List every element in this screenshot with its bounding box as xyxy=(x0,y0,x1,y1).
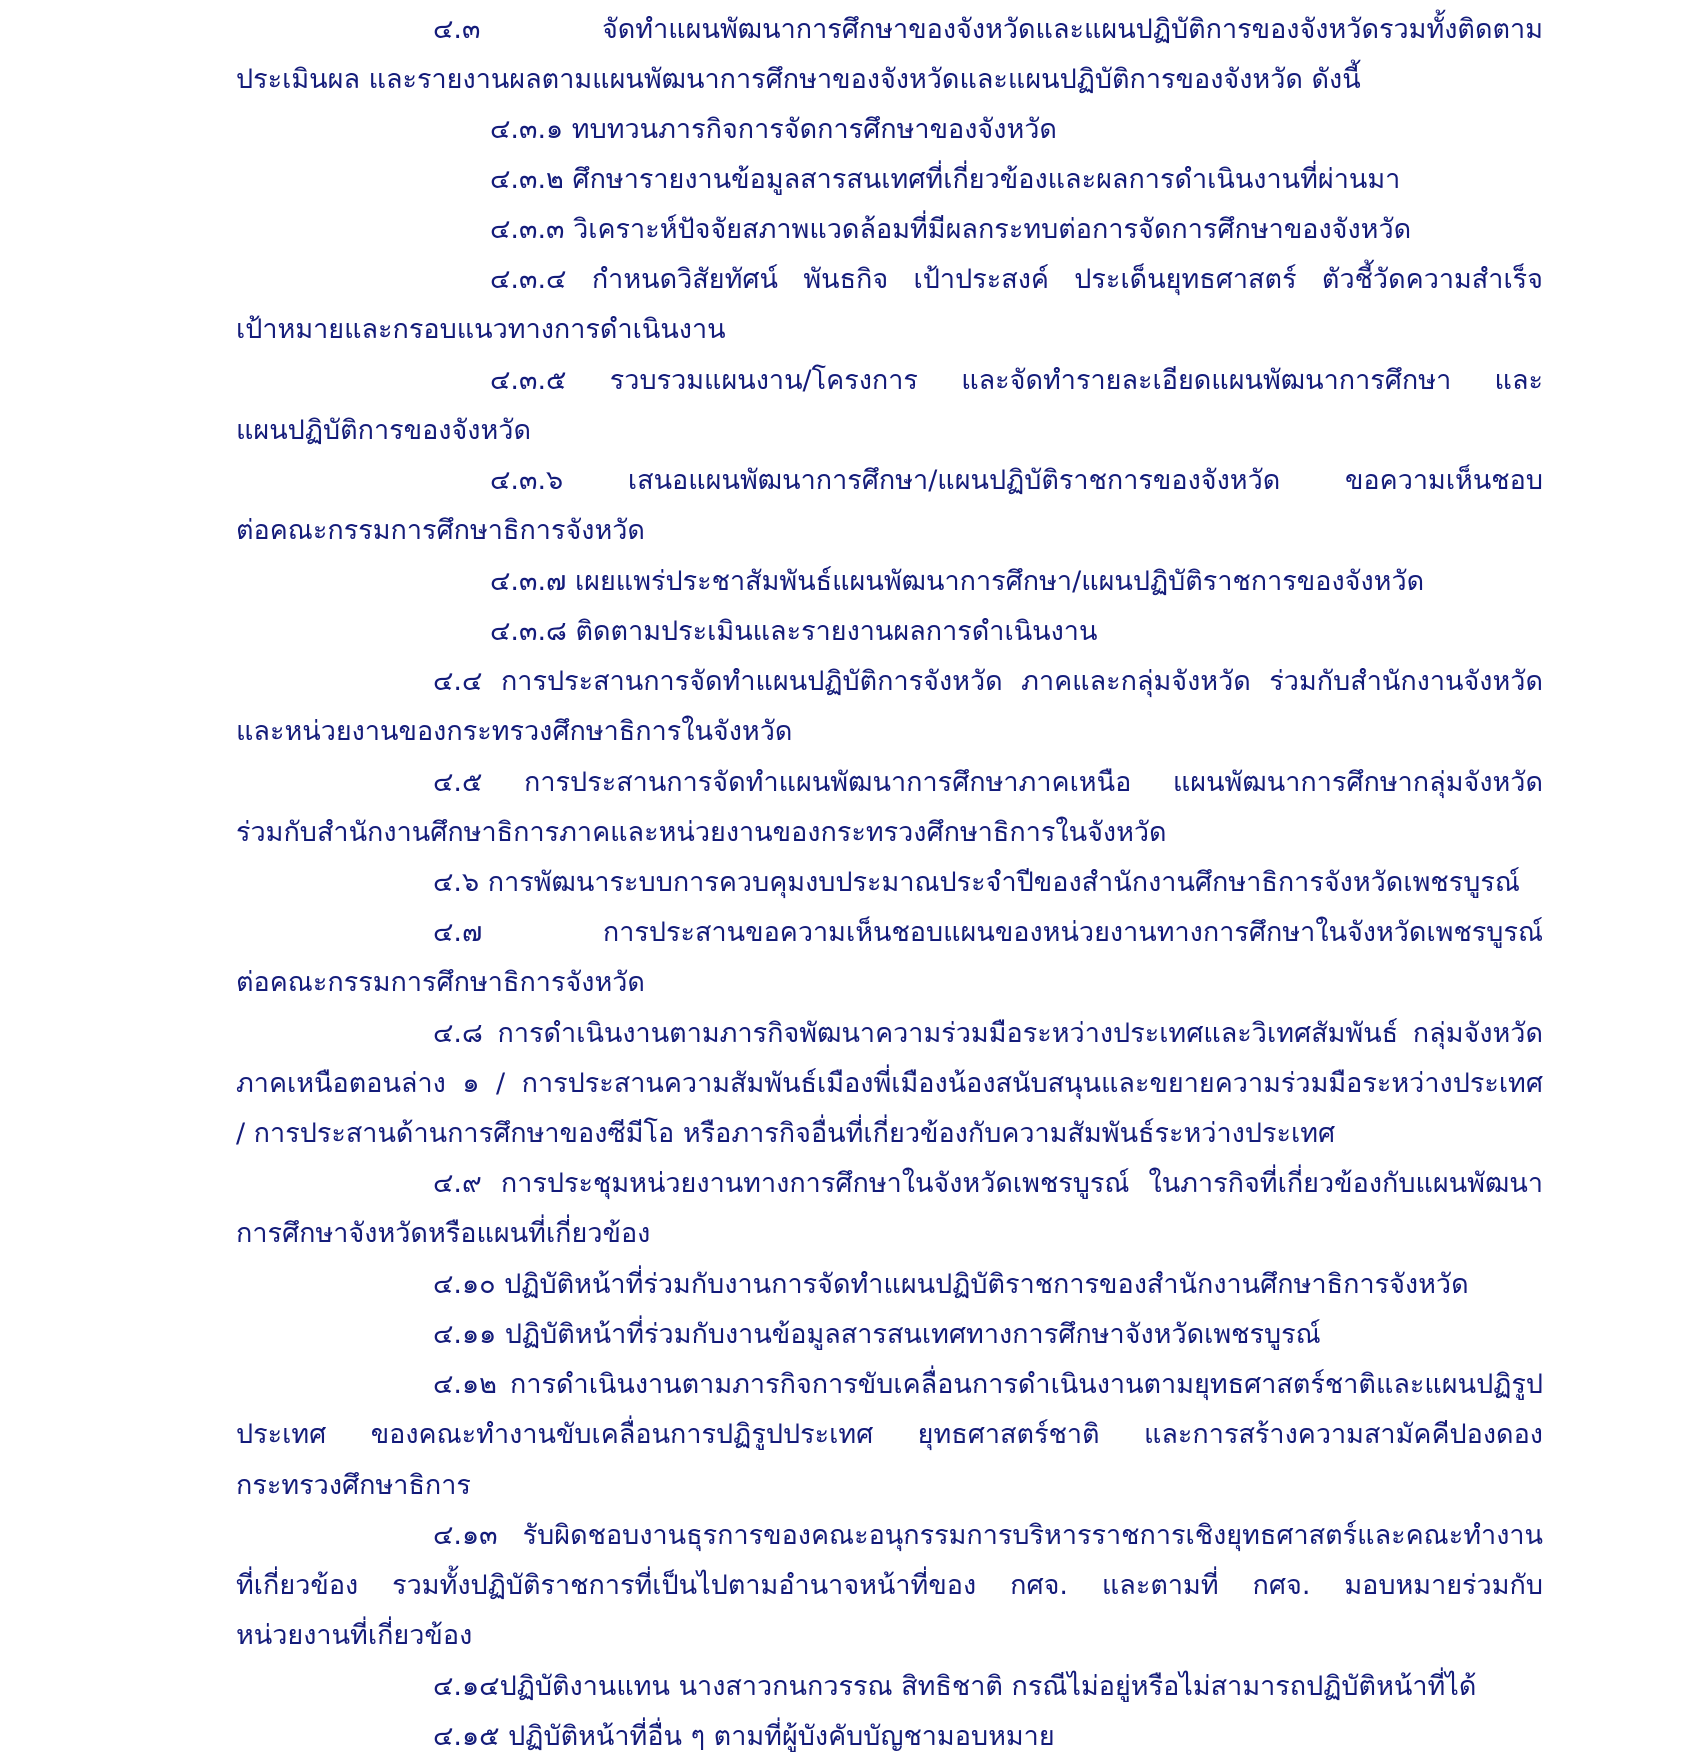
item-4-3-3: ๔.๓.๓ วิเคราะห์ปัจจัยสภาพแวดล้อมที่มีผลกระทบต่อการจัดการศึกษาของจังหวัด xyxy=(490,214,1412,245)
paragraph-4-5-line-2: ร่วมกับสำนักงานศึกษาธิการภาคและหน่วยงานของกระทรวงศึกษาธิการในจังหวัด xyxy=(236,817,1167,848)
item-4-3-7: ๔.๓.๗ เผยแพร่ประชาสัมพันธ์แผนพัฒนาการศึกษา/แผนปฏิบัติราชการของจังหวัด xyxy=(490,566,1425,597)
paragraph-4-4-line-1: ๔.๔ การประสานการจัดทำแผนปฏิบัติการจังหวัด ภาคและกลุ่มจังหวัด ร่วมกับสำนักงานจังหวัด xyxy=(433,666,1543,697)
paragraph-4-10: ๔.๑๐ ปฏิบัติหน้าที่ร่วมกับงานการจัดทำแผนปฏิบัติราชการของสำนักงานศึกษาธิการจังหวัด xyxy=(433,1269,1469,1300)
paragraph-4-12-line-3: กระทรวงศึกษาธิการ xyxy=(236,1470,471,1501)
paragraph-4-5-line-1: ๔.๕ การประสานการจัดทำแผนพัฒนาการศึกษาภาคเหนือ แผนพัฒนาการศึกษากลุ่มจังหวัด xyxy=(433,767,1543,798)
paragraph-4-13-line-1: ๔.๑๓ รับผิดชอบงานธุรการของคณะอนุกรรมการบริหารราชการเชิงยุทธศาสตร์และคณะทำงาน xyxy=(433,1520,1543,1551)
paragraph-4-13-line-2: ที่เกี่ยวข้อง รวมทั้งปฏิบัติราชการที่เป็นไปตามอำนาจหน้าที่ของ กศจ. และตามที่ กศจ. มอบหมายร่วมกับ xyxy=(236,1570,1543,1601)
paragraph-4-8-line-1: ๔.๘ การดำเนินงานตามภารกิจพัฒนาความร่วมมือระหว่างประเทศและวิเทศสัมพันธ์ กลุ่มจังหวัด xyxy=(433,1018,1543,1049)
paragraph-4-9-line-2: การศึกษาจังหวัดหรือแผนที่เกี่ยวข้อง xyxy=(236,1218,651,1249)
paragraph-4-9-line-1: ๔.๙ การประชุมหน่วยงานทางการศึกษาในจังหวัดเพชรบูรณ์ ในภารกิจที่เกี่ยวข้องกับแผนพัฒนา xyxy=(433,1168,1543,1199)
paragraph-4-12-line-2: ประเทศ ของคณะทำงานขับเคลื่อนการปฏิรูปประเทศ ยุทธศาสตร์ชาติ และการสร้างความสามัคคีปองดอง xyxy=(236,1419,1543,1450)
paragraph-4-3-line-1: ๔.๓ จัดทำแผนพัฒนาการศึกษาของจังหวัดและแผนปฏิบัติการของจังหวัดรวมทั้งติดตาม xyxy=(433,14,1543,45)
item-4-3-5-line-2: แผนปฏิบัติการของจังหวัด xyxy=(236,415,531,446)
paragraph-4-6: ๔.๖ การพัฒนาระบบการควบคุมงบประมาณประจำปีของสำนักงานศึกษาธิการจังหวัดเพชรบูรณ์ xyxy=(433,867,1520,898)
item-4-3-5-line-1: ๔.๓.๕ รวบรวมแผนงาน/โครงการ และจัดทำรายละเอียดแผนพัฒนาการศึกษา และ xyxy=(490,365,1543,396)
paragraph-4-11: ๔.๑๑ ปฏิบัติหน้าที่ร่วมกับงานข้อมูลสารสนเทศทางการศึกษาจังหวัดเพชรบูรณ์ xyxy=(433,1319,1321,1350)
item-4-3-4-line-1: ๔.๓.๔ กำหนดวิสัยทัศน์ พันธกิจ เป้าประสงค์ ประเด็นยุทธศาสตร์ ตัวชี้วัดความสำเร็จ xyxy=(490,264,1543,295)
item-4-3-6-line-2: ต่อคณะกรรมการศึกษาธิการจังหวัด xyxy=(236,515,645,546)
paragraph-4-8-line-2: ภาคเหนือตอนล่าง ๑ / การประสานความสัมพันธ์เมืองพี่เมืองน้องสนับสนุนและขยายความร่วมมือระหว่างประเทศ xyxy=(236,1068,1543,1099)
paragraph-4-3-line-2: ประเมินผล และรายงานผลตามแผนพัฒนาการศึกษาของจังหวัดและแผนปฏิบัติการของจังหวัด ดังนี้ xyxy=(236,64,1361,95)
paragraph-4-13-line-3: หน่วยงานที่เกี่ยวข้อง xyxy=(236,1620,473,1651)
paragraph-4-7-line-2: ต่อคณะกรรมการศึกษาธิการจังหวัด xyxy=(236,967,645,998)
paragraph-4-15: ๔.๑๕ ปฏิบัติหน้าที่อื่น ๆ ตามที่ผู้บังคับบัญชามอบหมาย xyxy=(433,1721,1055,1752)
item-4-3-6-line-1: ๔.๓.๖ เสนอแผนพัฒนาการศึกษา/แผนปฏิบัติราชการของจังหวัด ขอความเห็นชอบ xyxy=(490,465,1543,496)
item-4-3-8: ๔.๓.๘ ติดตามประเมินและรายงานผลการดำเนินงาน xyxy=(490,616,1098,647)
paragraph-4-14: ๔.๑๔ปฏิบัติงานแทน นางสาวกนกวรรณ สิทธิชาติ กรณีไม่อยู่หรือไม่สามารถปฏิบัติหน้าที่ได้ xyxy=(433,1671,1477,1702)
paragraph-4-4-line-2: และหน่วยงานของกระทรวงศึกษาธิการในจังหวัด xyxy=(236,716,793,747)
paragraph-4-12-line-1: ๔.๑๒ การดำเนินงานตามภารกิจการขับเคลื่อนการดำเนินงานตามยุทธศาสตร์ชาติและแผนปฏิรูป xyxy=(433,1369,1543,1400)
paragraph-4-8-line-3: / การประสานด้านการศึกษาของซีมีโอ หรือภารกิจอื่นที่เกี่ยวข้องกับความสัมพันธ์ระหว่างประเทศ xyxy=(236,1118,1336,1149)
item-4-3-4-line-2: เป้าหมายและกรอบแนวทางการดำเนินงาน xyxy=(236,314,726,345)
item-4-3-1: ๔.๓.๑ ทบทวนภารกิจการจัดการศึกษาของจังหวัด xyxy=(490,114,1057,145)
item-4-3-2: ๔.๓.๒ ศึกษารายงานข้อมูลสารสนเทศที่เกี่ยวข้องและผลการดำเนินงานที่ผ่านมา xyxy=(490,164,1401,195)
paragraph-4-7-line-1: ๔.๗ การประสานขอความเห็นชอบแผนของหน่วยงานทางการศึกษาในจังหวัดเพชรบูรณ์ xyxy=(433,917,1543,948)
